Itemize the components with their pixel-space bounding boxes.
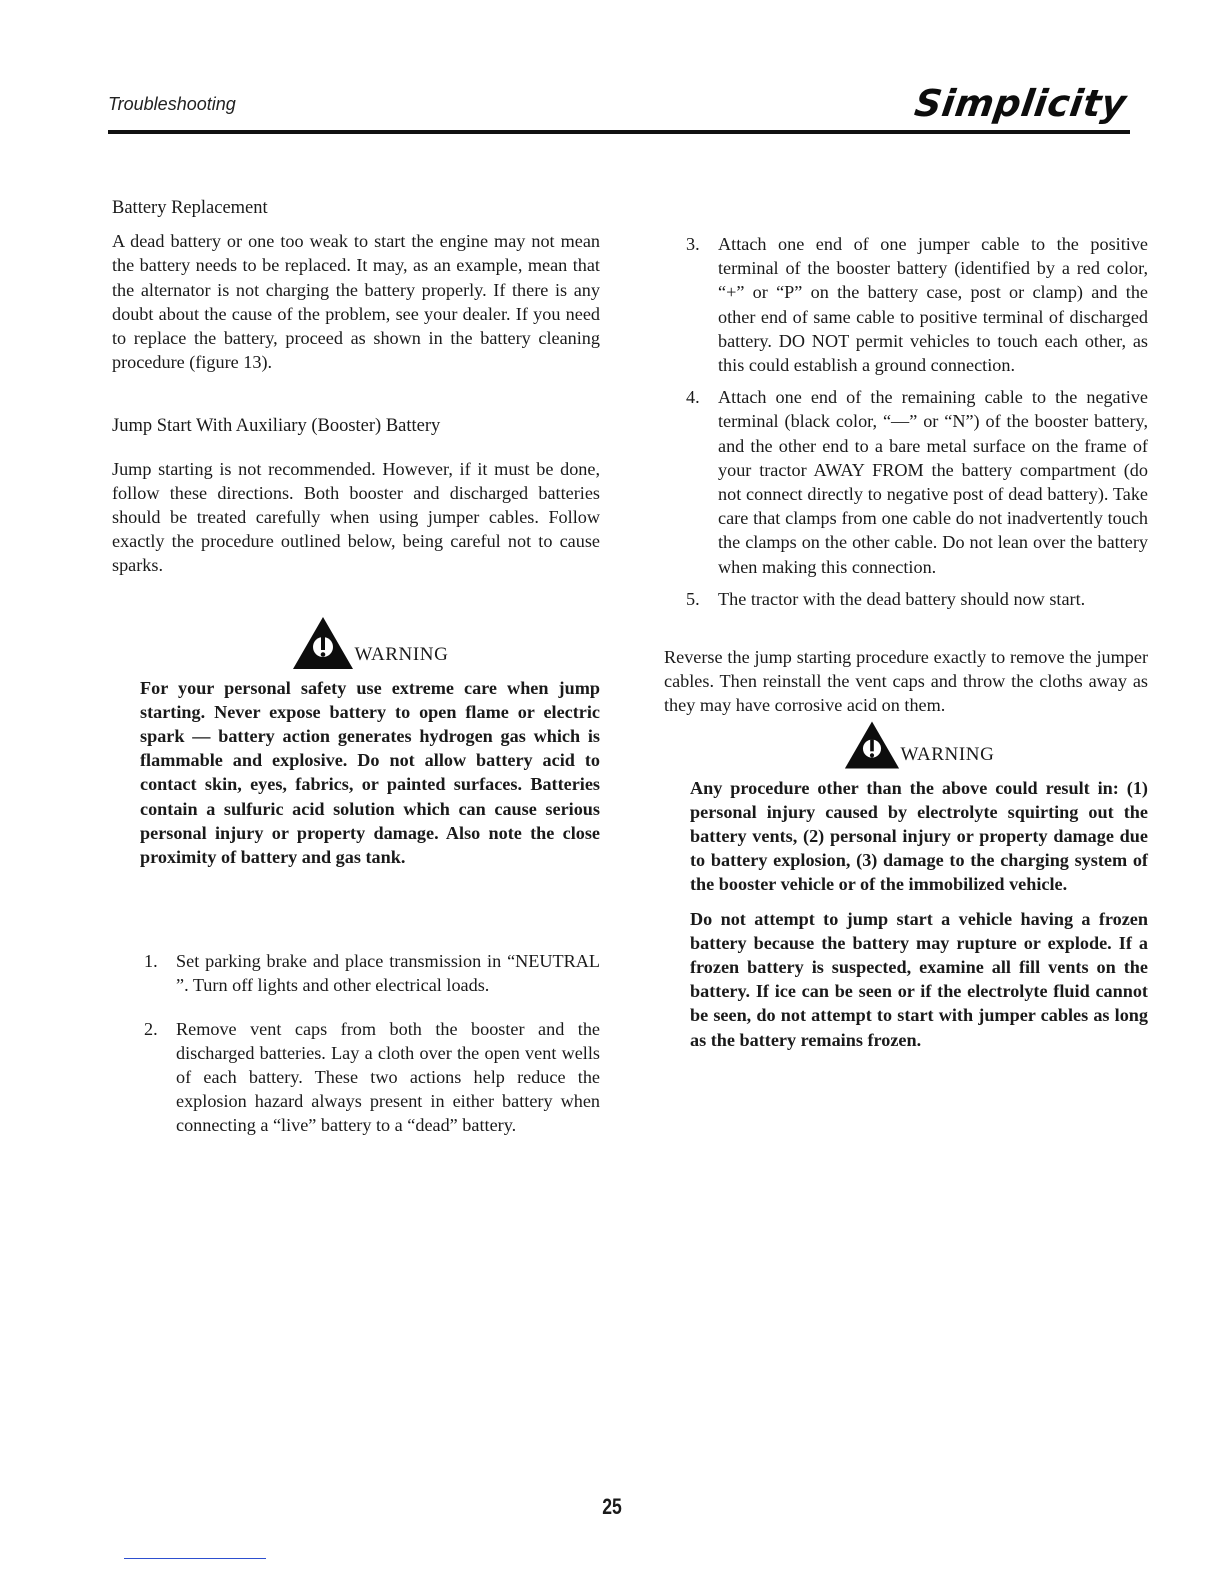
step-number: 4.	[686, 387, 700, 408]
warning-body-2a: Any procedure other than the above could result in: (1) personal injury caused by electrolyte squirting out the battery vents, (2) personal injury or property damage due to battery explosion, (3) damage to the charging system of the booster vehicle or of the immobilized vehicle.	[690, 777, 1148, 895]
list-item	[686, 232, 1148, 377]
list-item	[686, 385, 1148, 579]
warning-box-1	[140, 616, 600, 870]
warning-label-1: WARNING	[354, 644, 449, 666]
battery-replacement-heading: Battery Replacement	[112, 198, 268, 218]
warning-label-2: WARNING	[900, 744, 995, 766]
warning-body-2b: Do not attempt to jump start a vehicle having a frozen battery because the battery may rupture or explode. If a frozen battery is suspected, examine all fill vents on the battery. If ice can be seen or if the electrolyte fluid cannot be seen, do not attempt to start with jumper cables as long as the battery remains frozen.	[690, 908, 1148, 1050]
step-number: 5.	[686, 588, 700, 609]
footer-rule	[124, 1558, 266, 1559]
warning-triangle-icon	[844, 720, 900, 770]
warning-heading-1	[140, 616, 600, 670]
step-number: 1.	[144, 951, 158, 972]
page-number: 25	[602, 1494, 622, 1519]
step-text: The tractor with the dead battery should now start.	[718, 588, 1086, 609]
step-text: Attach one end of one jumper cable to the positive terminal of the booster battery (identified by a red color, “+” or “P” on the battery case, post or clamp) and the other end of same cable to positive terminal of discharged battery. DO NOT permit vehicles to touch each other, as this could establish a ground connection.	[718, 234, 1148, 376]
warning-body-1: For your personal safety use extreme care when jump starting. Never expose battery to open flame or electric spark — battery action generates hydrogen gas which is flammable and explosive. Do not allow battery acid to contact skin, eyes, fabrics, or painted surfaces. Batteries contain a sulfuric acid solution which can cause serious personal injury or property damage. Also note the close proximity of battery and gas tank.	[140, 677, 600, 868]
section-label: Troubleshooting	[108, 94, 236, 114]
step-text: Set parking brake and place transmission in “NEUTRAL ”. Turn off lights and other electrical loads.	[176, 951, 600, 996]
list-item	[144, 1017, 600, 1138]
step-number: 3.	[686, 234, 700, 254]
steps-list-left	[144, 949, 600, 1137]
warning-heading-2	[690, 720, 1148, 770]
left-column	[112, 196, 600, 1138]
step-text: Attach one end of the remaining cable to the negative terminal (black color, “—” or “N”) of the booster battery, and the other end to a bare metal surface on the frame of your tractor AWAY FROM the battery compartment (do not connect directly to negative post of dead battery). Take care that clamps from one cable do not inadvertently touch the clamps on the other cable. Do not lean over the battery when making this connection.	[718, 387, 1148, 577]
right-column	[664, 232, 1148, 1052]
steps-list-right	[686, 232, 1148, 611]
warning-box-2	[690, 720, 1148, 1052]
reverse-procedure-text: Reverse the jump starting procedure exactly to remove the jumper cables. Then reinstall the vent caps and throw the cloths away as they may have corrosive acid on them.	[664, 647, 1148, 716]
warning-triangle-icon	[292, 616, 354, 670]
list-item	[144, 949, 600, 997]
step-number: 2.	[144, 1018, 158, 1039]
header-rule	[108, 130, 1130, 134]
step-text: Remove vent caps from both the booster and the discharged batteries. Lay a cloth over the open vent wells of each battery. These two actions help reduce the explosion hazard always present in either battery when connecting a “live” battery to a “dead” battery.	[176, 1018, 600, 1136]
brand-logo: Simplicity	[911, 82, 1130, 125]
jump-start-heading: Jump Start With Auxiliary (Booster) Battery	[112, 416, 441, 437]
jump-start-body: Jump starting is not recommended. However, if it must be done, follow these directions. Both booster and discharged batteries should be treated carefully when using jumper cables. Follow exactly the procedure outlined below, being careful not to cause sparks.	[112, 458, 600, 576]
list-item	[686, 587, 1148, 611]
battery-replacement-body: A dead battery or one too weak to start the engine may not mean the battery needs to be replaced. It may, as an example, mean that the alternator is not charging the battery properly. If there is any doubt about the cause of the problem, see your dealer. If you need to replace the battery, proceed as shown in the battery cleaning procedure (figure 13).	[112, 231, 600, 373]
